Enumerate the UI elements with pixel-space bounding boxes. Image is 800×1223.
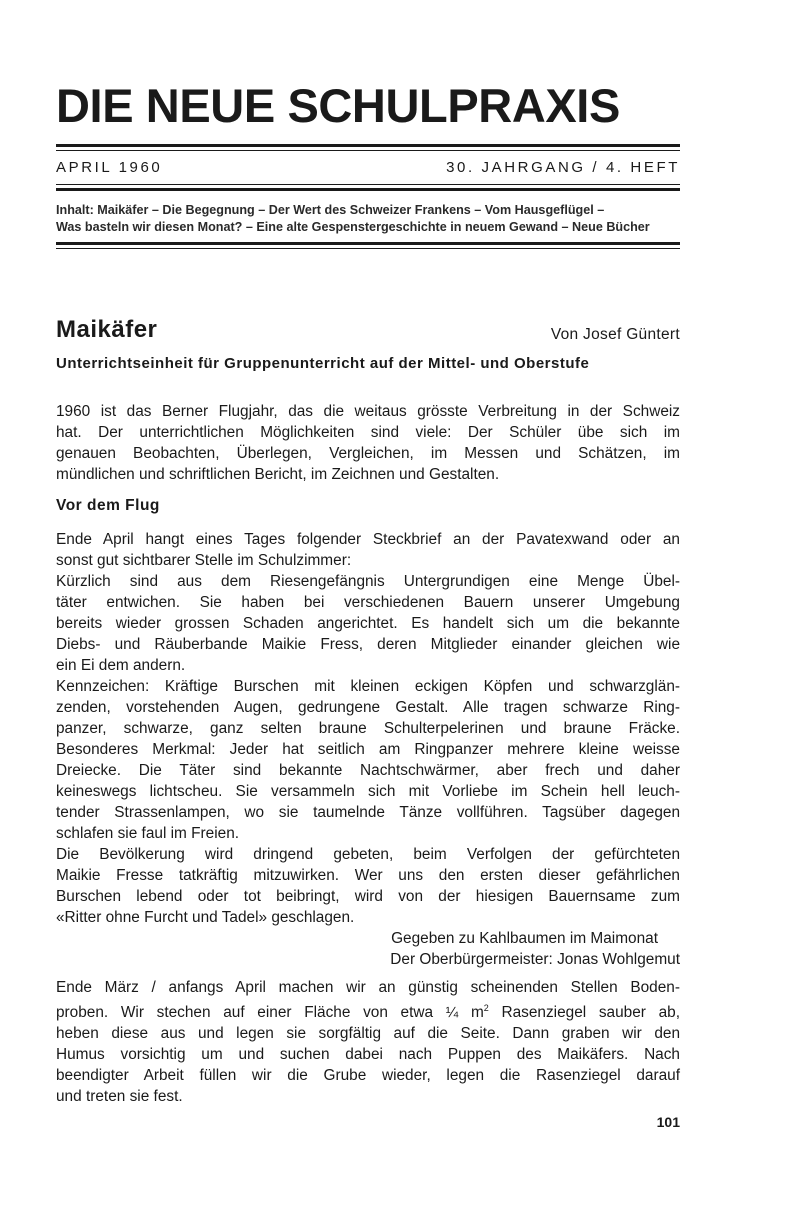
body-line: Besonderes Merkmal: Jeder hat seitlich am Ringpanzer mehrere kleine weisse [56, 741, 680, 758]
closing-text-a: proben. Wir stechen auf einer Fläche von etwa [56, 1004, 446, 1022]
closing-line: Ende März / anfangs April machen wir an günstig scheinenden Stellen Boden- [56, 979, 680, 996]
rule-contents-thin [56, 248, 680, 249]
closing-text-b: Rasenziegel sauber ab, [488, 1004, 680, 1022]
signature-line: Gegeben zu Kahlbaumen im Maimonat [391, 930, 658, 947]
article-subtitle: Unterrichtseinheit für Gruppenunterricht auf der Mittel- und Oberstufe [56, 355, 590, 372]
body-line: Kennzeichen: Kräftige Burschen mit kleinen eckigen Köpfen und schwarzglän- [56, 678, 680, 695]
closing-line: beendigter Arbeit füllen wir die Grube wieder, legen die Rasenziegel darauf [56, 1067, 680, 1085]
body-line: «Ritter ohne Furcht und Tadel» geschlagen. [56, 909, 355, 926]
intro-line: mündlichen und schriftlichen Bericht, im Zeichnen und Gestalten. [56, 466, 500, 483]
section-body [56, 529, 680, 970]
intro-paragraph [56, 401, 680, 485]
unit-m: m [470, 1004, 484, 1022]
issue-volume: 30. JAHRGANG / 4. HEFT [446, 159, 680, 176]
fraction-quarter: ¼ [445, 1004, 459, 1022]
intro-line: 1960 ist das Berner Flugjahr, das die weitaus grösste Verbreitung in der Schweiz [56, 403, 680, 420]
rule-top-thick [56, 144, 680, 147]
signature-line: Der Oberbürgermeister: Jonas Wohlgemut [390, 951, 680, 968]
contents-label: Inhalt: [56, 203, 94, 217]
body-line: Maikie Fresse tatkräftig mitzuwirken. Wer uns den ersten dieser gefährlichen [56, 867, 680, 884]
table-of-contents [56, 202, 680, 236]
rule-mid-thick [56, 188, 680, 191]
closing-line: Humus vorsichtig um und suchen dabei nach Puppen des Maikäfers. Nach [56, 1046, 680, 1064]
issue-date: APRIL 1960 [56, 159, 163, 176]
body-line: tender Strassenlampen, wo sie taumelnde Tänze vollführen. Tagsüber dagegen [56, 804, 680, 821]
masthead: DIE NEUE SCHULPRAXIS [56, 79, 620, 132]
body-line: Kürzlich sind aus dem Riesengefängnis Untergrundigen eine Menge Übel- [56, 573, 680, 590]
body-line: Ende April hangt eines Tages folgender Steckbrief an der Pavatexwand oder an [56, 531, 680, 548]
issue-row [56, 160, 680, 175]
closing-line: heben diese aus und legen sie sorgfältig auf die Seite. Dann graben wir den [56, 1025, 680, 1043]
body-line: sonst gut sichtbarer Stelle im Schulzimmer: [56, 552, 352, 569]
body-line: zenden, vorstehenden Augen, gedrungene Gestalt. Alle tragen schwarze Ring- [56, 699, 680, 716]
page-number: 101 [656, 1114, 680, 1130]
unit-superscript: 2 [483, 1003, 489, 1013]
body-line: bereits wieder grossen Schaden angerichtet. Es handelt sich um die bekannte [56, 615, 680, 632]
body-line: täter entwichen. Sie haben bei verschiedenen Bauern unserer Umgebung [56, 594, 680, 611]
closing-line-fraction [56, 998, 680, 1023]
body-line: Die Bevölkerung wird dringend gebeten, beim Verfolgen der gefürchteten [56, 846, 680, 863]
intro-line: genauen Beobachten, Überlegen, Vergleichen, im Messen und Schätzen, im [56, 445, 680, 462]
article-title: Maikäfer [56, 316, 158, 343]
rule-top-thin [56, 150, 680, 151]
body-line: ein Ei dem andern. [56, 657, 186, 674]
rule-mid-thin [56, 184, 680, 185]
rule-contents-thick [56, 242, 680, 245]
intro-line: hat. Der unterrichtlichen Möglichkeiten sind viele: Der Schüler übe sich im [56, 424, 680, 441]
contents-line-1 [56, 202, 680, 219]
contents-items-1: Maikäfer – Die Begegnung – Der Wert des Schweizer Frankens – Vom Hausgeflügel – [97, 203, 605, 217]
body-line: Dreiecke. Die Täter sind bekannte Nachtschwärmer, aber frech und daher [56, 762, 680, 779]
body-line: Burschen lebend oder tot beibringt, wird von der hiesigen Bauernsame zum [56, 888, 680, 905]
section-heading: Vor dem Flug [56, 497, 160, 514]
body-line: Diebs- und Räuberbande Maikie Fress, deren Mitglieder einander gleichen wie [56, 636, 680, 653]
body-line: panzer, schwarze, ganz selten braune Schulterpelerinen und braune Fräcke. [56, 720, 680, 737]
body-line: keineswegs lichtscheu. Sie versammeln sich mit Vorliebe im Schein hell leuch- [56, 783, 680, 800]
closing-paragraph [56, 977, 680, 1107]
article-author: Von Josef Güntert [550, 326, 680, 343]
body-line: schlafen sie faul im Freien. [56, 825, 240, 842]
closing-line: und treten sie fest. [56, 1088, 183, 1106]
contents-line-2: Was basteln wir diesen Monat? – Eine alte Gespenstergeschichte in neuem Gewand – Neue Bücher [56, 220, 650, 234]
